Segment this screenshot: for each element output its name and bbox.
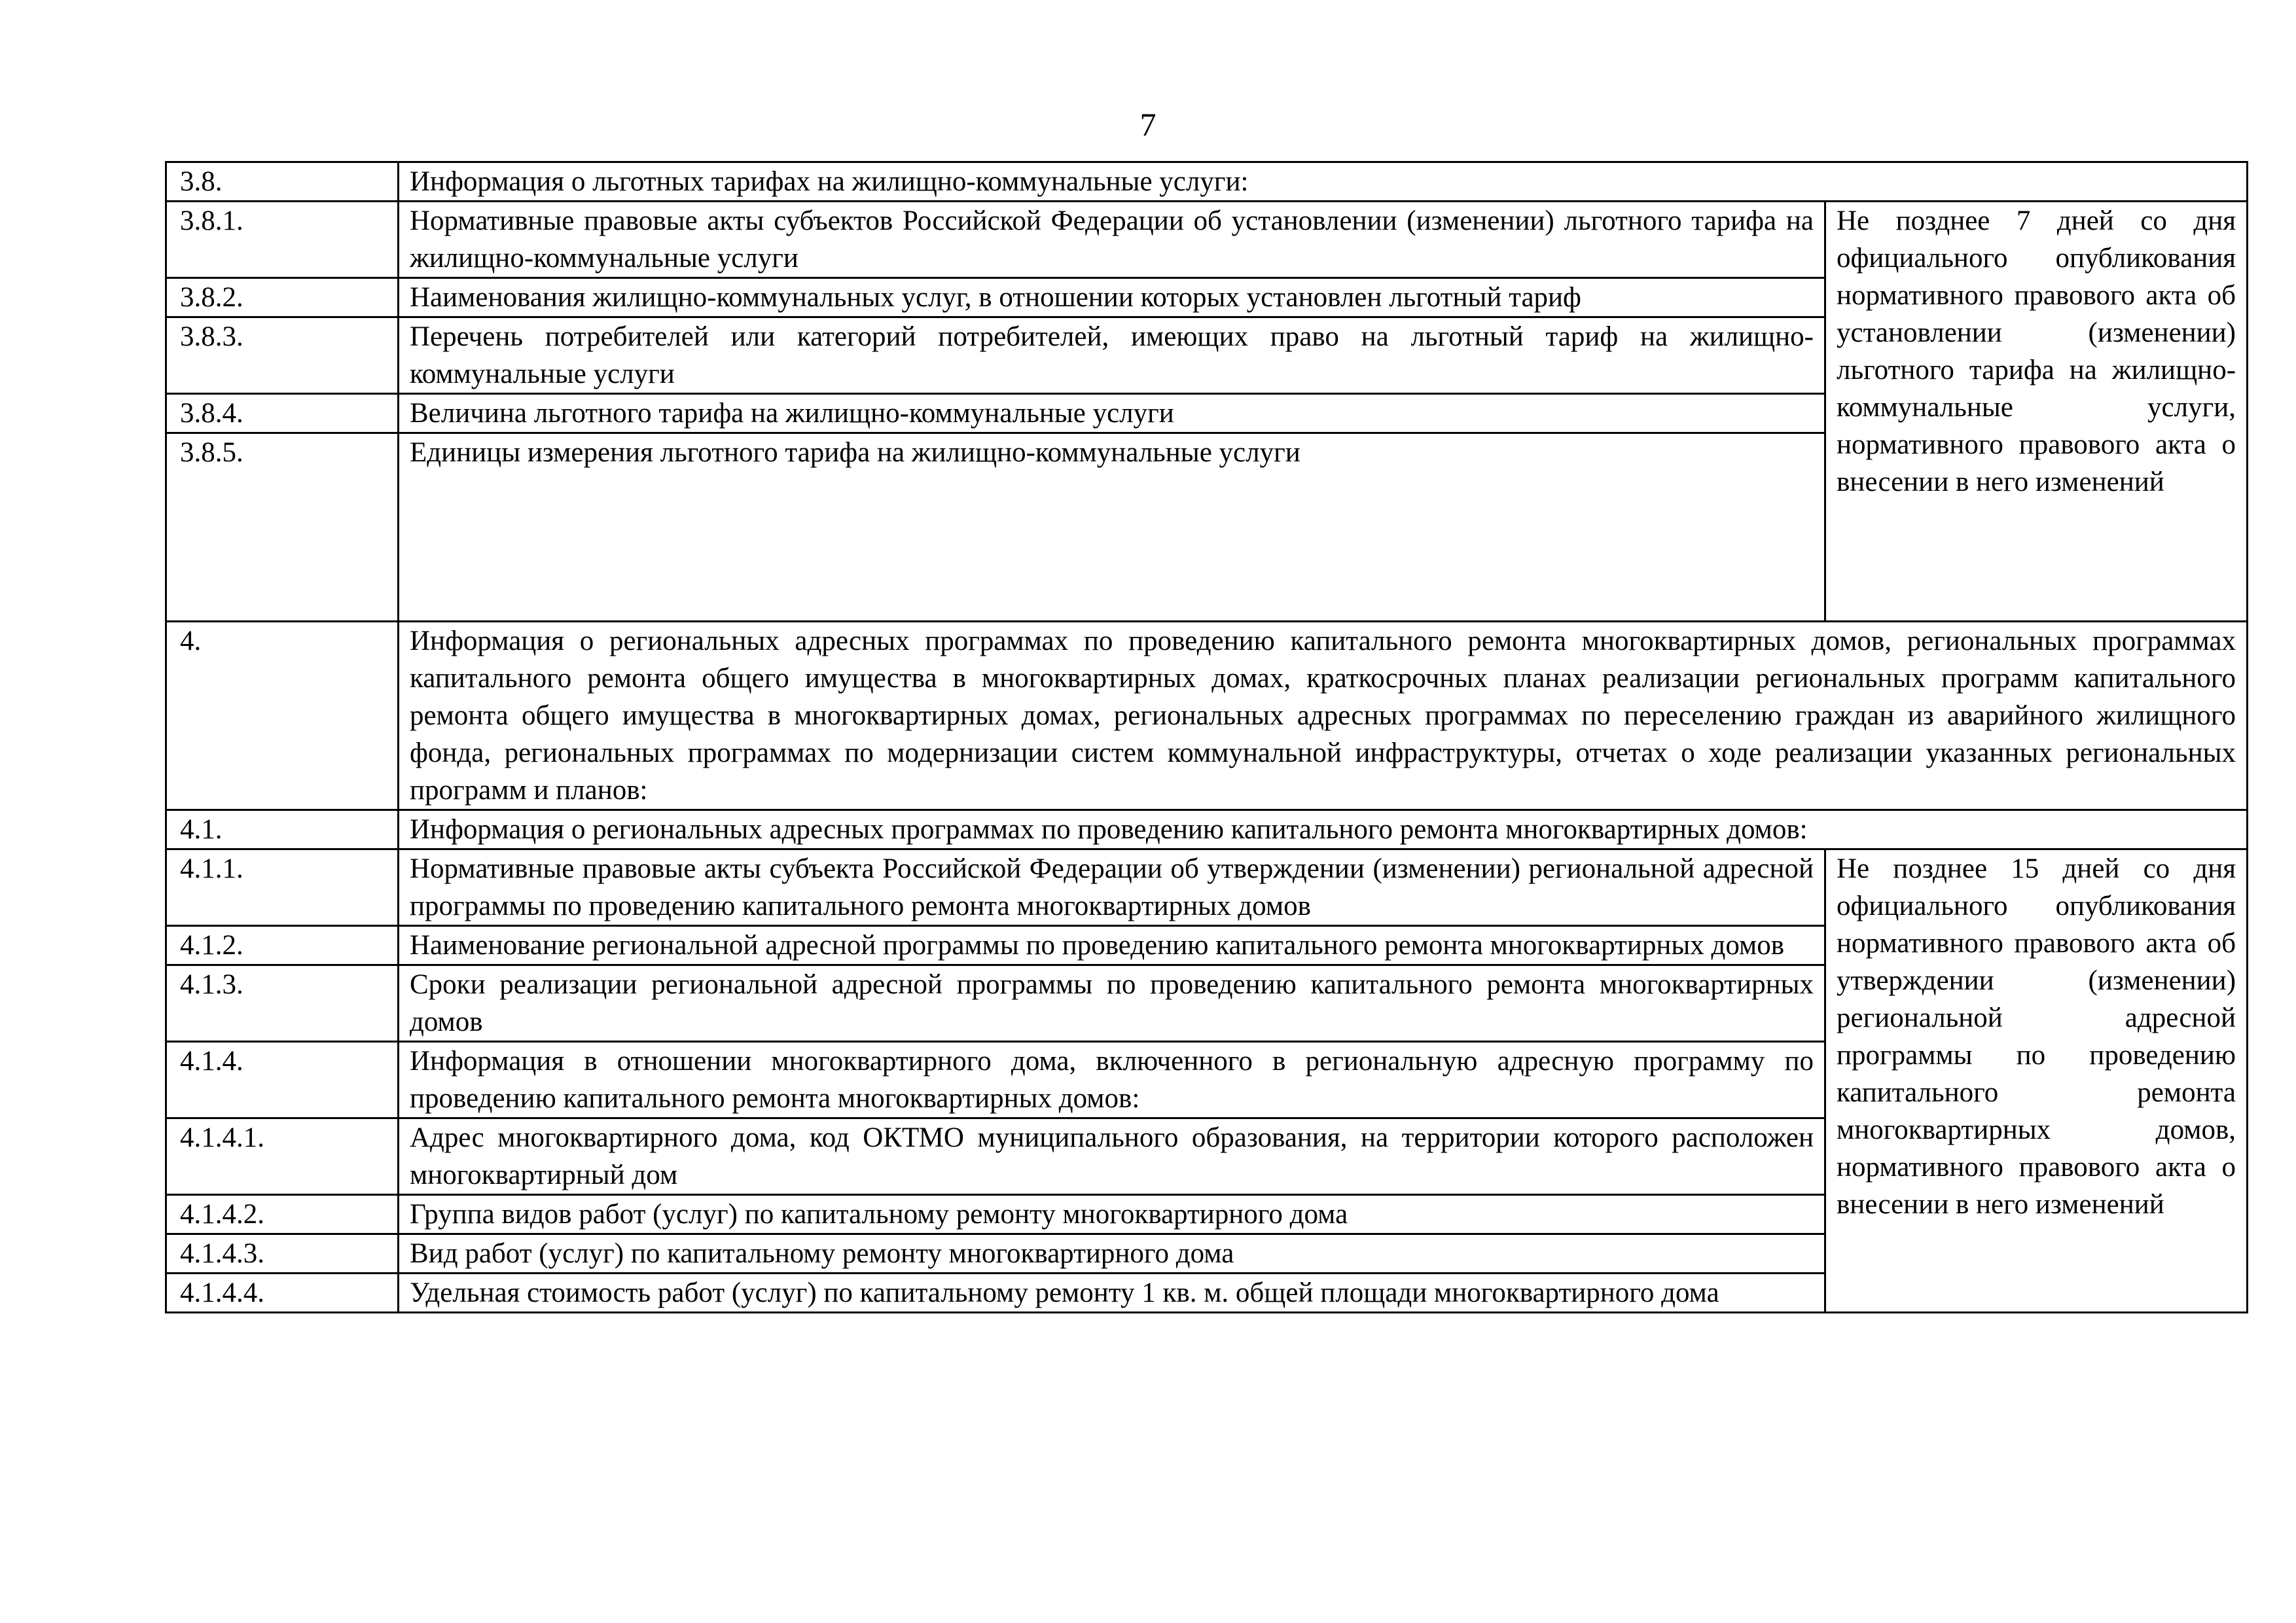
row-text: Сроки реализации региональной адресной программы по проведению капитального ремонта многоквартирных домов (399, 965, 1825, 1042)
table-row (166, 202, 2248, 278)
row-number: 3.8.4. (166, 394, 399, 433)
page-number: 7 (1139, 106, 1157, 143)
row-text: Нормативные правовые акты субъектов Российской Федерации об установлении (изменении) льготного тарифа на жилищно-коммунальные услуги (399, 202, 1825, 278)
row-text: Информация в отношении многоквартирного дома, включенного в региональную адресную программу по проведению капитального ремонта многоквартирных домов: (399, 1042, 1825, 1118)
row-number: 4. (166, 622, 399, 810)
row-text: Информация о региональных адресных программах по проведению капитального ремонта многоквартирных домов: (399, 810, 2248, 849)
row-number: 4.1.4.4. (166, 1274, 399, 1313)
row-text: Наименование региональной адресной программы по проведению капитального ремонта многоквартирных домов (399, 926, 1825, 965)
table-row (166, 162, 2248, 202)
row-text (399, 433, 1825, 622)
row-number: 4.1.4.2. (166, 1195, 399, 1234)
row-text: Вид работ (услуг) по капитальному ремонту многоквартирного дома (399, 1234, 1825, 1274)
row-text: Наименования жилищно-коммунальных услуг, в отношении которых установлен льготный тариф (399, 278, 1825, 317)
deadline-cell: Не позднее 7 дней со дня официального опубликования нормативного правового акта об установлении (изменении) льготного тарифа на жилищно-коммунальные услуги, нормативного правового акта о внесении в него изменений (1825, 202, 2248, 622)
row-text: Информация о льготных тарифах на жилищно-коммунальные услуги: (399, 162, 2248, 202)
row-number: 3.8.3. (166, 317, 399, 394)
row-number: 4.1.4. (166, 1042, 399, 1118)
row-number: 4.1.4.3. (166, 1234, 399, 1274)
row-number: 4.1.3. (166, 965, 399, 1042)
row-number: 4.1. (166, 810, 399, 849)
row-text: Величина льготного тарифа на жилищно-коммунальные услуги (399, 394, 1825, 433)
row-text: Удельная стоимость работ (услуг) по капитальному ремонту 1 кв. м. общей площади многоквартирного дома (399, 1274, 1825, 1313)
row-text: Информация о региональных адресных программах по проведению капитального ремонта многоквартирных домов, региональных программах капитального ремонта общего имущества в многоквартирных домах, краткосрочных планах реализации региональных программ капитального ремонта общего имущества в многоквартирных домах, региональных адресных программах по переселению граждан из аварийного жилищного фонда, региональных программах по модернизации систем коммунальной инфраструктуры, отчетах о ходе реализации указанных региональных программ и планов: (399, 622, 2248, 810)
row-number: 3.8.5. (166, 433, 399, 622)
row-text: Группа видов работ (услуг) по капитальному ремонту многоквартирного дома (399, 1195, 1825, 1234)
row-text: Нормативные правовые акты субъекта Российской Федерации об утверждении (изменении) региональной адресной программы по проведению капитального ремонта многоквартирных домов (399, 849, 1825, 926)
row-text-content: Единицы измерения льготного тарифа на жилищно-коммунальные услуги (410, 437, 1300, 468)
requirements-table (165, 161, 2248, 1313)
table-row (166, 622, 2248, 810)
row-number: 4.1.4.1. (166, 1118, 399, 1195)
row-text: Адрес многоквартирного дома, код ОКТМО муниципального образования, на территории которого расположен многоквартирный дом (399, 1118, 1825, 1195)
row-number: 4.1.2. (166, 926, 399, 965)
row-number: 3.8. (166, 162, 399, 202)
deadline-cell: Не позднее 15 дней со дня официального опубликования нормативного правового акта об утверждении (изменении) региональной адресной программы по проведению капитального ремонта многоквартирных домов, нормативного правового акта о внесении в него изменений (1825, 849, 2248, 1313)
row-number: 3.8.1. (166, 202, 399, 278)
blank-space (410, 471, 1814, 620)
row-number: 3.8.2. (166, 278, 399, 317)
row-number: 4.1.1. (166, 849, 399, 926)
table-row (166, 810, 2248, 849)
row-text: Перечень потребителей или категорий потребителей, имеющих право на льготный тариф на жилищно-коммунальные услуги (399, 317, 1825, 394)
table-row (166, 849, 2248, 926)
